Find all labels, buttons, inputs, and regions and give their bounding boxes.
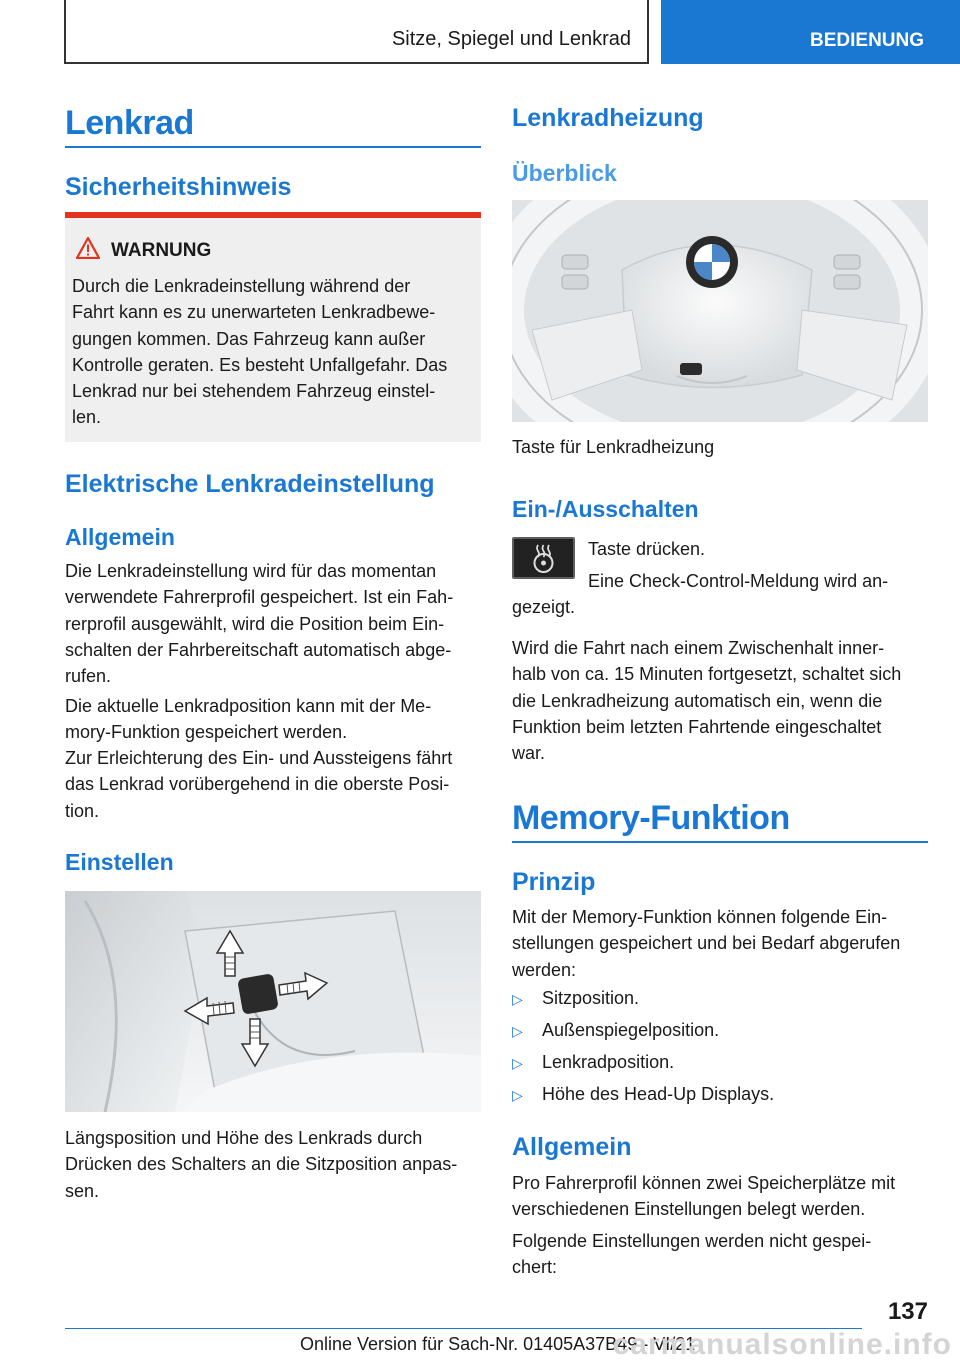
safety-heading: Sicherheitshinweis bbox=[65, 173, 292, 201]
header-section-title: Sitze, Spiegel und Lenkrad bbox=[391, 28, 631, 50]
list-item-text: Außenspiegelposition. bbox=[542, 1020, 720, 1040]
overview-heading: Überblick bbox=[512, 160, 617, 186]
page-number: 137 bbox=[887, 1298, 928, 1325]
steering-wheel-illustration bbox=[512, 200, 928, 422]
adjust-caption bbox=[65, 1125, 485, 1204]
text-line: verschiedenen Einstellungen belegt werden. bbox=[512, 1199, 866, 1220]
text-line: rerprofil ausgewählt, wird die Position beim Ein- bbox=[65, 613, 445, 634]
text-line: halb von ca. 15 Minuten fortgesetzt, schaltet sich bbox=[512, 664, 902, 685]
text-line: tion. bbox=[65, 800, 100, 821]
memory-rule bbox=[512, 841, 928, 843]
steering-adjust-figure bbox=[65, 891, 481, 1112]
warning-line: Kontrolle geraten. Es besteht Unfallgefahr. Das bbox=[72, 354, 448, 375]
title-rule bbox=[65, 146, 481, 148]
text-line: war. bbox=[512, 743, 546, 764]
triangle-right-icon: ▷ bbox=[512, 1087, 523, 1103]
warning-line: gungen kommen. Das Fahrzeug kann außer bbox=[72, 328, 426, 349]
header-chapter-tab[interactable] bbox=[661, 0, 960, 64]
general-heading-right: Allgemein bbox=[512, 1133, 632, 1161]
onoff-paragraph bbox=[512, 635, 932, 766]
text-line: Die Lenkradeinstellung wird für das momentan bbox=[65, 561, 437, 581]
memory-title: Memory-Funktion bbox=[512, 799, 790, 837]
steering-wheel-heating-icon bbox=[512, 537, 575, 579]
text-line: das Lenkrad vorübergehend in die oberste Posi- bbox=[65, 774, 450, 795]
text-line: mory-Funktion gespeichert werden. bbox=[65, 722, 348, 743]
text-line: sen. bbox=[65, 1180, 100, 1201]
principle-heading: Prinzip bbox=[512, 868, 596, 896]
principle-paragraph bbox=[512, 904, 932, 983]
text-line: rufen. bbox=[65, 666, 112, 687]
text-line: Wird die Fahrt nach einem Zwischenhalt inner- bbox=[512, 638, 885, 658]
onoff-message-1: Eine Check-Control-Meldung wird an- bbox=[588, 571, 889, 591]
steering-wheel-figure bbox=[512, 200, 928, 422]
general-right-paragraph-1 bbox=[512, 1170, 932, 1223]
footer-text: Online Version für Sach-Nr. 01405A37B49 - VI/21 bbox=[300, 1334, 696, 1354]
header-chapter-title: BEDIENUNG bbox=[810, 30, 925, 51]
adjust-heading: Einstellen bbox=[65, 849, 174, 875]
warning-line: Durch die Lenkradeinstellung während der bbox=[72, 276, 411, 296]
text-line: Funktion beim letzten Fahrtende eingeschaltet bbox=[512, 716, 882, 737]
triangle-right-icon: ▷ bbox=[512, 1023, 523, 1039]
text-line: stellungen gespeichert und bei Bedarf abgerufen bbox=[512, 933, 901, 954]
list-item-text: Lenkradposition. bbox=[542, 1052, 675, 1072]
title-lenkrad: Lenkrad bbox=[65, 104, 194, 142]
general-paragraph-2 bbox=[65, 693, 485, 746]
list-item-text: Sitzposition. bbox=[542, 988, 640, 1008]
list-item-text: Höhe des Head-Up Displays. bbox=[542, 1084, 775, 1104]
warning-triangle-icon bbox=[76, 237, 100, 259]
text-line: die Lenkradheizung automatisch ein, wenn die bbox=[512, 690, 883, 711]
warning-line: len. bbox=[72, 407, 102, 428]
text-line: Längsposition und Höhe des Lenkrads durch bbox=[65, 1128, 423, 1148]
text-line: Drücken des Schalters an die Sitzposition anpas- bbox=[65, 1154, 458, 1175]
triangle-right-icon: ▷ bbox=[512, 1055, 523, 1071]
text-line: werden: bbox=[512, 959, 577, 980]
text-line: Zur Erleichterung des Ein- und Aussteigens fährt bbox=[65, 748, 453, 768]
onoff-heading: Ein-/Ausschalten bbox=[512, 496, 699, 522]
text-line: schalten der Fahrbereitschaft automatisch abge- bbox=[65, 639, 452, 660]
text-line: Die aktuelle Lenkradposition kann mit der Me- bbox=[65, 696, 432, 716]
warning-line: Lenkrad nur bei stehendem Fahrzeug einstel- bbox=[72, 381, 436, 402]
heating-button-glyph bbox=[512, 537, 575, 579]
text-line: verwendete Fahrerprofil gespeichert. Ist ein Fah- bbox=[65, 587, 454, 608]
warning-line: Fahrt kann es zu unerwarteten Lenkradbewe- bbox=[72, 302, 436, 323]
watermark: carmanualsonline.info bbox=[612, 1328, 952, 1361]
triangle-right-icon: ▷ bbox=[512, 991, 523, 1007]
warning-label: WARNUNG bbox=[111, 240, 212, 261]
text-line: Folgende Einstellungen werden nicht gespei- bbox=[512, 1231, 872, 1251]
text-line: Pro Fahrerprofil können zwei Speicherplätze mit bbox=[512, 1173, 896, 1193]
warning-text bbox=[72, 273, 476, 431]
general-paragraph-3 bbox=[65, 745, 485, 824]
general-heading-left: Allgemein bbox=[65, 524, 175, 550]
general-right-paragraph-2 bbox=[512, 1228, 932, 1281]
overview-caption: Taste für Lenkradheizung bbox=[512, 437, 715, 457]
heating-title: Lenkradheizung bbox=[512, 104, 704, 132]
general-paragraph-1 bbox=[65, 558, 485, 689]
steering-adjust-illustration bbox=[65, 891, 481, 1112]
header-section-box bbox=[64, 0, 649, 64]
text-line: chert: bbox=[512, 1257, 558, 1278]
onoff-step: Taste drücken. bbox=[588, 539, 706, 559]
onoff-message-2: gezeigt. bbox=[512, 597, 576, 617]
electric-heading: Elektrische Lenkradeinstellung bbox=[65, 470, 435, 498]
text-line: Mit der Memory-Funktion können folgende Ein- bbox=[512, 907, 888, 927]
